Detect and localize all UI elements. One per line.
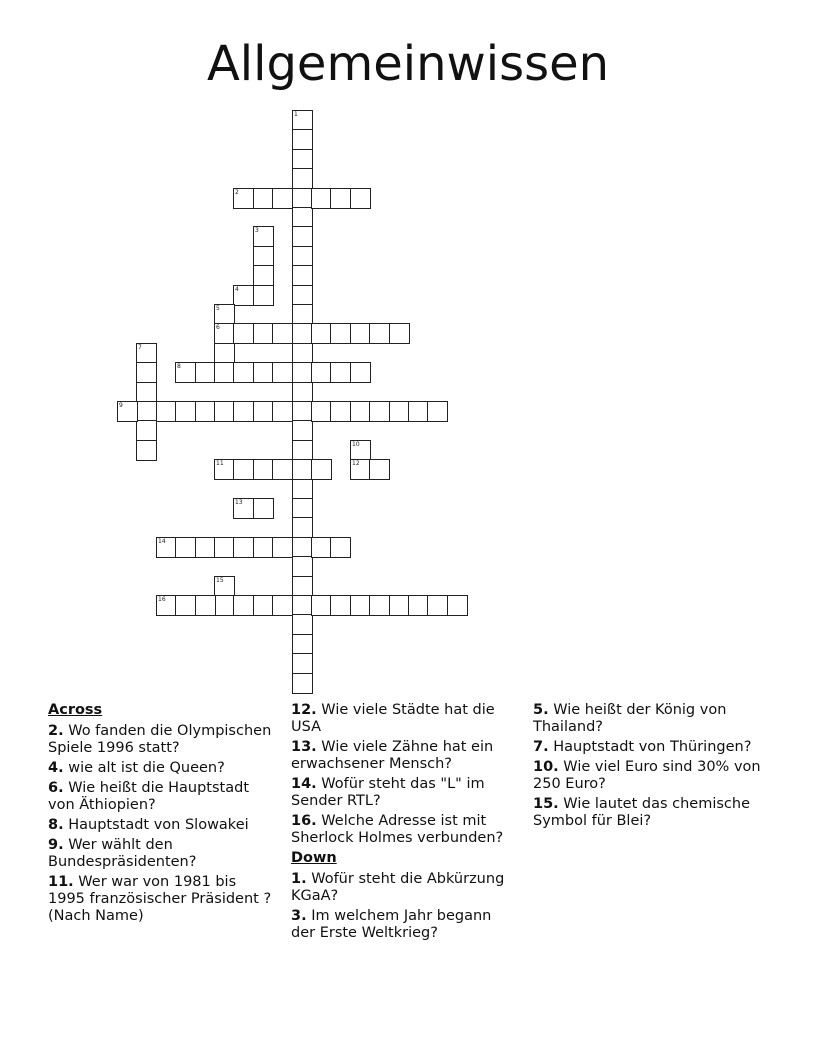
grid-cell[interactable] — [136, 382, 157, 403]
clue-down-15: 15. Wie lautet das chemische Symbol für Blei? — [533, 796, 751, 829]
clue-across-2: 2. Wo fanden die Olympischen Spiele 1996 statt? — [48, 723, 272, 756]
grid-cell[interactable] — [175, 537, 196, 558]
grid-cell[interactable] — [427, 595, 448, 616]
cell-number: 4 — [235, 286, 239, 293]
grid-cell[interactable] — [136, 420, 157, 441]
clue-across-8: 8. Hauptstadt von Slowakei — [48, 817, 249, 833]
grid-cell[interactable] — [292, 595, 313, 616]
grid-cell[interactable] — [272, 595, 293, 616]
clue-across-4: 4. wie alt ist die Queen? — [48, 760, 225, 776]
grid-cell[interactable] — [292, 246, 313, 267]
grid-cell[interactable] — [175, 362, 196, 383]
cell-number: 13 — [235, 499, 243, 506]
grid-cell[interactable] — [253, 265, 274, 286]
cell-number: 1 — [294, 111, 298, 118]
grid-cell[interactable] — [311, 362, 332, 383]
grid-cell[interactable] — [311, 537, 332, 558]
grid-cell[interactable] — [292, 459, 313, 480]
grid-cell[interactable] — [214, 595, 235, 616]
clue-across-16: 16. Welche Adresse ist mit Sherlock Holmes verbunden? — [291, 813, 504, 846]
grid-cell[interactable] — [292, 440, 313, 461]
grid-cell[interactable] — [253, 285, 274, 306]
clue-across-6: 6. Wie heißt die Hauptstadt von Äthiopien? — [48, 780, 250, 813]
grid-cell[interactable] — [292, 556, 313, 577]
clue-down-3: 3. Im welchem Jahr begann der Erste Weltkrieg? — [291, 908, 492, 941]
clue-down-7: 7. Hauptstadt von Thüringen? — [533, 739, 752, 755]
clue-across-14: 14. Wofür steht das "L" im Sender RTL? — [291, 776, 485, 809]
grid-cell[interactable] — [233, 498, 254, 519]
grid-cell[interactable] — [253, 226, 274, 247]
across-header: Across — [48, 702, 103, 718]
grid-cell[interactable] — [350, 401, 371, 422]
grid-cell[interactable] — [292, 673, 313, 694]
grid-cell[interactable] — [350, 459, 371, 480]
grid-cell[interactable] — [292, 576, 313, 597]
grid-cell[interactable] — [214, 304, 235, 325]
grid-cell[interactable] — [292, 420, 313, 441]
grid-cell[interactable] — [369, 459, 390, 480]
grid-cell[interactable] — [369, 323, 390, 344]
grid-cell[interactable] — [253, 362, 274, 383]
grid-cell[interactable] — [233, 459, 254, 480]
grid-cell[interactable] — [292, 498, 313, 519]
grid-cell[interactable] — [253, 595, 274, 616]
grid-cell[interactable] — [350, 188, 371, 209]
grid-cell[interactable] — [253, 498, 274, 519]
grid-cell[interactable] — [214, 576, 235, 597]
grid-cell[interactable] — [350, 362, 371, 383]
grid-cell[interactable] — [117, 401, 138, 422]
grid-cell[interactable] — [311, 595, 332, 616]
grid-cell[interactable] — [292, 634, 313, 655]
grid-cell[interactable] — [214, 323, 235, 344]
grid-cell[interactable] — [350, 323, 371, 344]
grid-cell[interactable] — [214, 401, 235, 422]
grid-cell[interactable] — [292, 168, 313, 189]
cell-number: 2 — [235, 189, 239, 196]
grid-cell[interactable] — [292, 343, 313, 364]
grid-cell[interactable] — [272, 401, 293, 422]
down-header: Down — [291, 850, 337, 866]
grid-cell[interactable] — [233, 595, 254, 616]
cell-number: 7 — [138, 344, 142, 351]
grid-cell[interactable] — [136, 440, 157, 461]
grid-cell[interactable] — [195, 401, 216, 422]
cell-number: 16 — [158, 596, 166, 603]
cell-number: 10 — [352, 441, 360, 448]
grid-cell[interactable] — [272, 188, 293, 209]
grid-cell[interactable] — [292, 614, 313, 635]
grid-cell[interactable] — [233, 323, 254, 344]
grid-cell[interactable] — [292, 285, 313, 306]
grid-cell[interactable] — [389, 401, 410, 422]
grid-cell[interactable] — [195, 537, 216, 558]
grid-cell[interactable] — [272, 323, 293, 344]
grid-cell[interactable] — [330, 362, 351, 383]
puzzle-title: Allgemeinwissen — [206, 36, 610, 92]
grid-cell[interactable] — [292, 304, 313, 325]
grid-cell[interactable] — [408, 595, 429, 616]
grid-cell[interactable] — [427, 401, 448, 422]
grid-cell[interactable] — [447, 595, 468, 616]
grid-cell[interactable] — [311, 188, 332, 209]
grid-cell[interactable] — [136, 401, 157, 422]
grid-cell[interactable] — [233, 362, 254, 383]
cell-number: 6 — [216, 324, 220, 331]
grid-cell[interactable] — [253, 246, 274, 267]
grid-cell[interactable] — [330, 595, 351, 616]
grid-cell[interactable] — [292, 653, 313, 674]
clue-across-11: 11. Wer war von 1981 bis 1995 französischer Präsident ? (Nach Name) — [48, 874, 272, 924]
grid-cell[interactable] — [311, 323, 332, 344]
grid-cell[interactable] — [292, 323, 313, 344]
grid-cell[interactable] — [214, 459, 235, 480]
grid-cell[interactable] — [272, 537, 293, 558]
grid-cell[interactable] — [369, 595, 390, 616]
grid-cell[interactable] — [330, 401, 351, 422]
grid-cell[interactable] — [292, 537, 313, 558]
grid-cell[interactable] — [195, 362, 216, 383]
cell-number: 11 — [216, 460, 224, 467]
grid-cell[interactable] — [292, 362, 313, 383]
grid-cell[interactable] — [136, 362, 157, 383]
grid-cell[interactable] — [292, 401, 313, 422]
cell-number: 5 — [216, 305, 220, 312]
grid-cell[interactable] — [292, 129, 313, 150]
cell-number: 9 — [119, 402, 123, 409]
grid-cell[interactable] — [292, 479, 313, 500]
grid-cell[interactable] — [292, 188, 313, 209]
grid-cell[interactable] — [253, 401, 274, 422]
grid-cell[interactable] — [311, 459, 332, 480]
clue-down-5: 5. Wie heißt der König von Thailand? — [533, 702, 727, 735]
grid-cell[interactable] — [330, 188, 351, 209]
grid-cell[interactable] — [292, 517, 313, 538]
grid-cell[interactable] — [369, 401, 390, 422]
clue-across-12: 12. Wie viele Städte hat die USA — [291, 702, 495, 735]
grid-cell[interactable] — [330, 323, 351, 344]
grid-cell[interactable] — [253, 323, 274, 344]
grid-cell[interactable] — [175, 595, 196, 616]
grid-cell[interactable] — [214, 537, 235, 558]
cell-number: 3 — [255, 227, 259, 234]
grid-cell[interactable] — [156, 537, 177, 558]
grid-cell[interactable] — [292, 207, 313, 228]
cell-number: 15 — [216, 577, 224, 584]
grid-cell[interactable] — [233, 401, 254, 422]
grid-cell[interactable] — [350, 440, 371, 461]
grid-cell[interactable] — [272, 362, 293, 383]
clue-down-1: 1. Wofür steht die Abkürzung KGaA? — [291, 871, 505, 904]
grid-cell[interactable] — [330, 537, 351, 558]
clue-across-13: 13. Wie viele Zähne hat ein erwachsener Mensch? — [291, 739, 494, 772]
clues-column-2 — [291, 702, 519, 945]
grid-cell[interactable] — [233, 537, 254, 558]
grid-cell[interactable] — [253, 459, 274, 480]
grid-cell[interactable] — [233, 285, 254, 306]
clues-column-1 — [48, 702, 276, 928]
clue-down-10: 10. Wie viel Euro sind 30% von 250 Euro? — [533, 759, 761, 792]
grid-cell[interactable] — [292, 226, 313, 247]
grid-cell[interactable] — [214, 343, 235, 364]
grid-cell[interactable] — [408, 401, 429, 422]
clue-across-9: 9. Wer wählt den Bundespräsidenten? — [48, 837, 197, 870]
clues-column-3 — [533, 702, 761, 833]
grid-cell[interactable] — [253, 537, 274, 558]
grid-cell[interactable] — [136, 343, 157, 364]
grid-cell[interactable] — [292, 382, 313, 403]
grid-cell[interactable] — [311, 401, 332, 422]
grid-cell[interactable] — [389, 323, 410, 344]
grid-cell[interactable] — [292, 265, 313, 286]
grid-cell[interactable] — [156, 595, 177, 616]
grid-cell[interactable] — [195, 595, 216, 616]
grid-cell[interactable] — [350, 595, 371, 616]
grid-cell[interactable] — [292, 110, 313, 131]
cell-number: 12 — [352, 460, 360, 467]
grid-cell[interactable] — [233, 188, 254, 209]
grid-cell[interactable] — [175, 401, 196, 422]
grid-cell[interactable] — [214, 362, 235, 383]
grid-cell[interactable] — [272, 459, 293, 480]
grid-cell[interactable] — [253, 188, 274, 209]
grid-cell[interactable] — [292, 149, 313, 170]
grid-cell[interactable] — [389, 595, 410, 616]
cell-number: 14 — [158, 538, 166, 545]
grid-cell[interactable] — [156, 401, 177, 422]
cell-number: 8 — [177, 363, 181, 370]
